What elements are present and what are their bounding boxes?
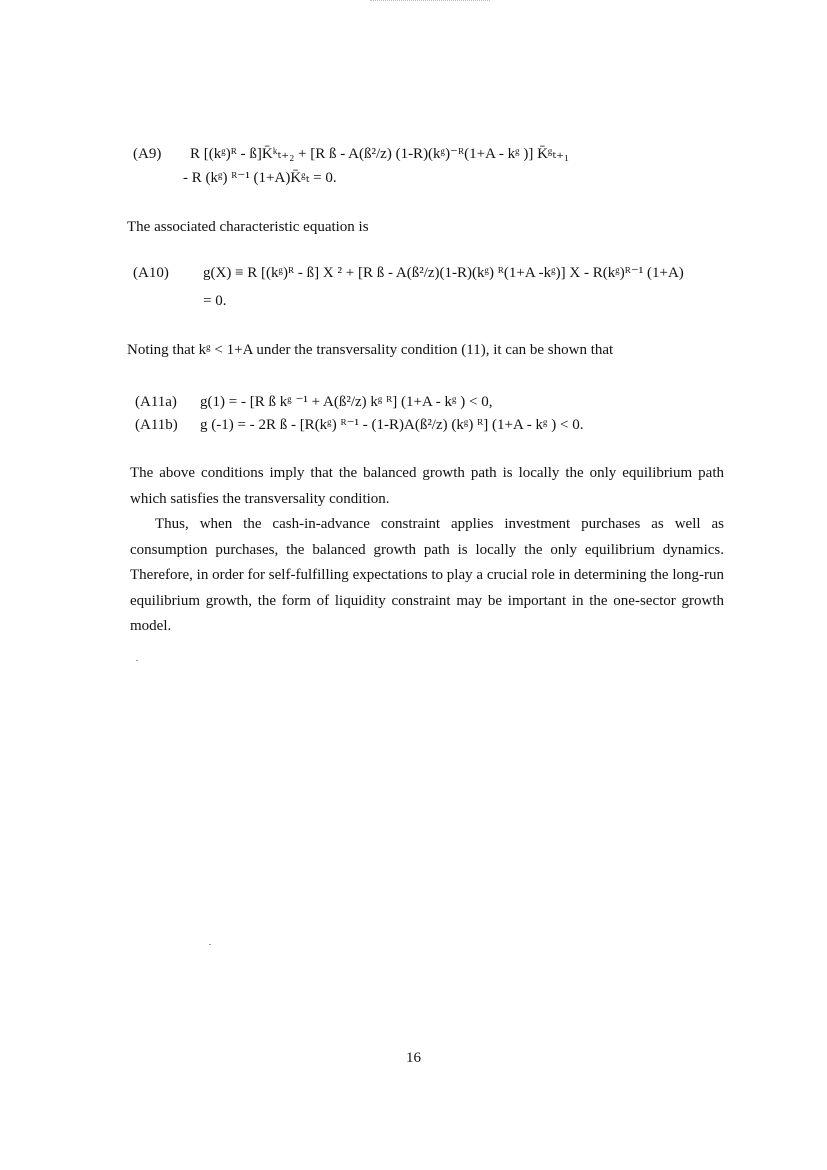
paragraph-thus: Thus, when the cash-in-advance constraint applies investment purchases as well as consumption purchases, the balanced growth path is locally the only equilibrium dynamics. Therefore, in order for self-fulfilling expectations to play a crucial role in determining the long-run equilibrium growth, the form of liquidity constraint may be important in the one-sector growth model. [130,516,724,634]
equation-a10-label: (A10) [133,265,169,281]
scan-artifact-top [370,0,490,5]
equation-a9-line1 [190,145,569,163]
equation-a9-line1-text: R [(kᵍ)ᴿ - ß]K̄ᵏₜ₊₂ + [R ß - A(ß²/z) (1-R)(kᵍ)⁻ᴿ(1+A - kᵍ )] K̄ᵍₜ₊₁ [190,146,570,162]
scan-speck [209,944,211,945]
characteristic-intro: The associated characteristic equation is [127,219,369,235]
equation-a11a-label: (A11a) [135,394,177,410]
noting-line: Noting that kᵍ < 1+A under the transversality condition (11), it can be shown that [127,342,614,358]
equation-a10-line1: g(X) ≡ R [(kᵍ)ᴿ - ß] X ² + [R ß - A(ß²/z)(1-R)(kᵍ) ᴿ(1+A -kᵍ)] X - R(kᵍ)ᴿ⁻¹ (1+A) [203,265,684,281]
equation-a11b-label: (A11b) [135,417,178,433]
equation-a9-line2: - R (kᵍ) ᴿ⁻¹ (1+A)K̄ᵍₜ = 0. [183,170,337,186]
equation-a11b-body: g (-1) = - 2R ß - [R(kᵍ) ᴿ⁻¹ - (1-R)A(ß²/z) (kᵍ) ᴿ] (1+A - kᵍ ) < 0. [200,417,584,433]
equation-a11a-body: g(1) = - [R ß kᵍ ⁻¹ + A(ß²/z) kᵍ ᴿ] (1+A - kᵍ ) < 0, [200,394,493,410]
page-number: 16 [406,1050,421,1066]
equation-a10-line2: = 0. [203,293,227,309]
equation-a9-label: (A9) [133,146,162,162]
scan-speck [136,660,138,661]
paragraph-conclusion: The above conditions imply that the balanced growth path is locally the only equilibrium path which satisfies the transversality condition. [130,465,724,507]
